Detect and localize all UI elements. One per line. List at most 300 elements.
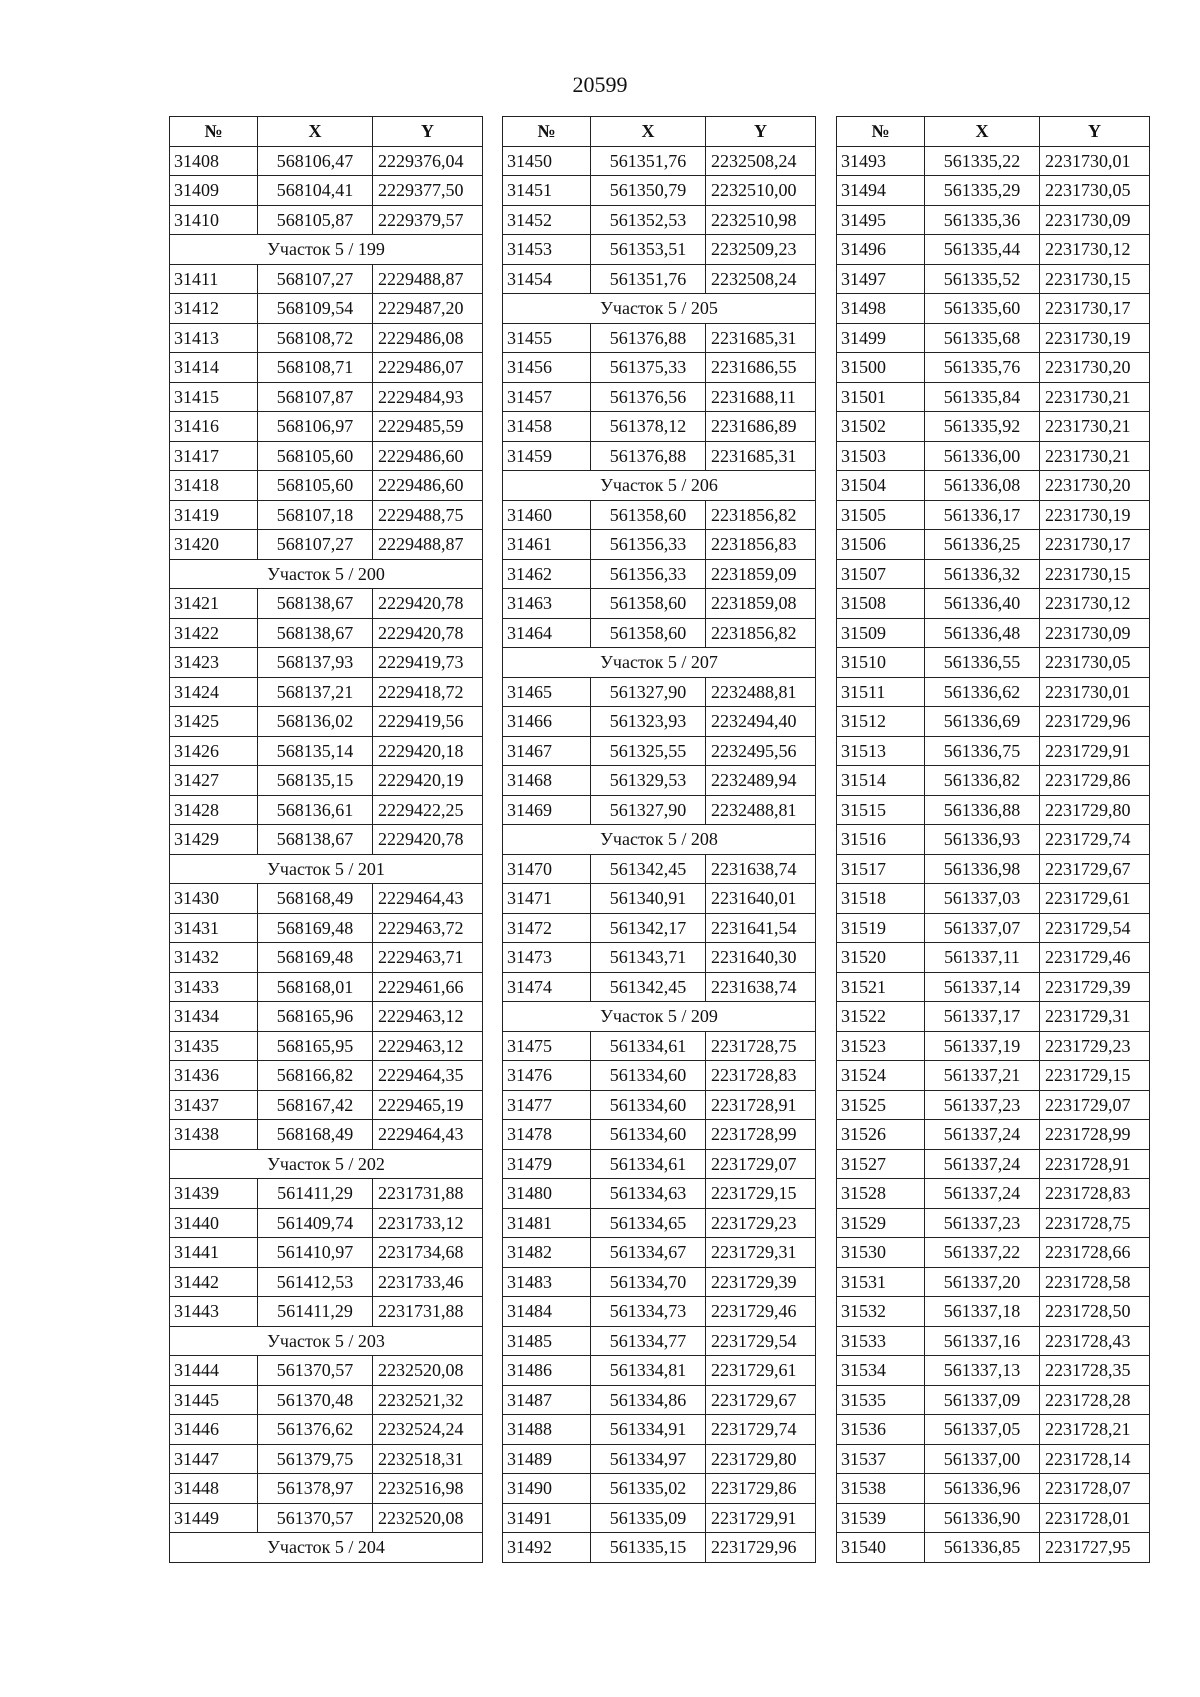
y-coordinate-cell: 2231728,99 — [706, 1120, 816, 1150]
table-header-row — [503, 117, 816, 147]
table-row — [170, 913, 483, 943]
x-coordinate-cell: 561411,29 — [258, 1179, 373, 1209]
y-coordinate-cell: 2229486,60 — [373, 471, 483, 501]
table-row — [503, 884, 816, 914]
y-coordinate-cell: 2231728,75 — [1040, 1208, 1150, 1238]
table-row — [170, 972, 483, 1002]
y-coordinate-cell: 2231729,07 — [706, 1149, 816, 1179]
y-coordinate-cell: 2231638,74 — [706, 854, 816, 884]
point-number-cell: 31473 — [503, 943, 591, 973]
x-coordinate-cell: 568169,48 — [258, 943, 373, 973]
point-number-cell: 31445 — [170, 1385, 258, 1415]
table-row — [170, 1267, 483, 1297]
y-coordinate-cell: 2232510,98 — [706, 205, 816, 235]
y-coordinate-cell: 2229487,20 — [373, 294, 483, 324]
y-coordinate-cell: 2232518,31 — [373, 1444, 483, 1474]
y-coordinate-cell: 2231640,01 — [706, 884, 816, 914]
x-coordinate-cell: 561376,88 — [591, 323, 706, 353]
point-number-cell: 31411 — [170, 264, 258, 294]
table-row — [503, 235, 816, 265]
table-row — [170, 1356, 483, 1386]
point-number-cell: 31441 — [170, 1238, 258, 1268]
y-coordinate-cell: 2231734,68 — [373, 1238, 483, 1268]
table-row — [503, 677, 816, 707]
y-coordinate-cell: 2229420,19 — [373, 766, 483, 796]
y-coordinate-cell: 2229461,66 — [373, 972, 483, 1002]
table-row — [837, 913, 1150, 943]
y-coordinate-cell: 2229420,78 — [373, 618, 483, 648]
point-number-cell: 31504 — [837, 471, 925, 501]
x-coordinate-cell: 561378,12 — [591, 412, 706, 442]
table-row — [170, 1503, 483, 1533]
x-coordinate-cell: 568168,01 — [258, 972, 373, 1002]
x-coordinate-cell: 568109,54 — [258, 294, 373, 324]
x-coordinate-cell: 561376,56 — [591, 382, 706, 412]
table-row — [837, 1385, 1150, 1415]
point-number-cell: 31446 — [170, 1415, 258, 1445]
y-coordinate-cell: 2232520,08 — [373, 1356, 483, 1386]
point-number-cell: 31525 — [837, 1090, 925, 1120]
x-coordinate-cell: 561336,08 — [925, 471, 1040, 501]
table-row — [170, 205, 483, 235]
point-number-cell: 31538 — [837, 1474, 925, 1504]
table-row — [837, 825, 1150, 855]
x-coordinate-cell: 561334,60 — [591, 1090, 706, 1120]
table-row — [170, 884, 483, 914]
point-number-cell: 31453 — [503, 235, 591, 265]
x-coordinate-cell: 561337,07 — [925, 913, 1040, 943]
y-coordinate-cell: 2229419,56 — [373, 707, 483, 737]
point-number-cell: 31409 — [170, 176, 258, 206]
y-coordinate-cell: 2229379,57 — [373, 205, 483, 235]
x-coordinate-cell: 568108,71 — [258, 353, 373, 383]
x-coordinate-cell: 561337,14 — [925, 972, 1040, 1002]
y-coordinate-cell: 2231729,39 — [1040, 972, 1150, 1002]
point-number-cell: 31469 — [503, 795, 591, 825]
header-y: Y — [706, 117, 816, 147]
header-x: X — [591, 117, 706, 147]
point-number-cell: 31489 — [503, 1444, 591, 1474]
x-coordinate-cell: 561336,55 — [925, 648, 1040, 678]
y-coordinate-cell: 2231729,31 — [706, 1238, 816, 1268]
table-row — [503, 1061, 816, 1091]
table-row — [503, 589, 816, 619]
table-row — [503, 1326, 816, 1356]
x-coordinate-cell: 561336,98 — [925, 854, 1040, 884]
table-row — [170, 1090, 483, 1120]
y-coordinate-cell: 2231729,61 — [706, 1356, 816, 1386]
table-row — [170, 707, 483, 737]
y-coordinate-cell: 2229465,19 — [373, 1090, 483, 1120]
y-coordinate-cell: 2231729,07 — [1040, 1090, 1150, 1120]
point-number-cell: 31492 — [503, 1533, 591, 1563]
table-row — [837, 412, 1150, 442]
y-coordinate-cell: 2231729,54 — [706, 1326, 816, 1356]
y-coordinate-cell: 2231730,05 — [1040, 648, 1150, 678]
x-coordinate-cell: 568167,42 — [258, 1090, 373, 1120]
y-coordinate-cell: 2231728,75 — [706, 1031, 816, 1061]
x-coordinate-cell: 561334,81 — [591, 1356, 706, 1386]
y-coordinate-cell: 2231641,54 — [706, 913, 816, 943]
table-row — [837, 264, 1150, 294]
point-number-cell: 31464 — [503, 618, 591, 648]
x-coordinate-cell: 561351,76 — [591, 146, 706, 176]
x-coordinate-cell: 561379,75 — [258, 1444, 373, 1474]
x-coordinate-cell: 568136,02 — [258, 707, 373, 737]
point-number-cell: 31528 — [837, 1179, 925, 1209]
coordinates-table-1 — [169, 116, 483, 1563]
y-coordinate-cell: 2231856,83 — [706, 530, 816, 560]
table-row — [837, 559, 1150, 589]
y-coordinate-cell: 2231731,88 — [373, 1179, 483, 1209]
table-row — [837, 441, 1150, 471]
y-coordinate-cell: 2231729,86 — [706, 1474, 816, 1504]
coordinates-table-2 — [502, 116, 816, 1563]
table-row — [170, 1415, 483, 1445]
table-row — [503, 323, 816, 353]
point-number-cell: 31419 — [170, 500, 258, 530]
x-coordinate-cell: 561342,45 — [591, 854, 706, 884]
point-number-cell: 31502 — [837, 412, 925, 442]
table-row — [837, 795, 1150, 825]
point-number-cell: 31427 — [170, 766, 258, 796]
y-coordinate-cell: 2229420,78 — [373, 589, 483, 619]
point-number-cell: 31529 — [837, 1208, 925, 1238]
page-number: 20599 — [572, 72, 628, 97]
x-coordinate-cell: 561337,20 — [925, 1267, 1040, 1297]
section-label: Участок 5 / 201 — [170, 854, 483, 884]
x-coordinate-cell: 568135,14 — [258, 736, 373, 766]
point-number-cell: 31485 — [503, 1326, 591, 1356]
x-coordinate-cell: 561335,02 — [591, 1474, 706, 1504]
table-row — [837, 1149, 1150, 1179]
y-coordinate-cell: 2231729,91 — [1040, 736, 1150, 766]
x-coordinate-cell: 561411,29 — [258, 1297, 373, 1327]
x-coordinate-cell: 561337,11 — [925, 943, 1040, 973]
point-number-cell: 31494 — [837, 176, 925, 206]
x-coordinate-cell: 561336,96 — [925, 1474, 1040, 1504]
y-coordinate-cell: 2231728,50 — [1040, 1297, 1150, 1327]
table-header-row — [170, 117, 483, 147]
point-number-cell: 31440 — [170, 1208, 258, 1238]
x-coordinate-cell: 561337,13 — [925, 1356, 1040, 1386]
x-coordinate-cell: 561334,70 — [591, 1267, 706, 1297]
point-number-cell: 31408 — [170, 146, 258, 176]
point-number-cell: 31443 — [170, 1297, 258, 1327]
table-row — [837, 530, 1150, 560]
x-coordinate-cell: 561327,90 — [591, 677, 706, 707]
y-coordinate-cell: 2231733,12 — [373, 1208, 483, 1238]
y-coordinate-cell: 2231730,17 — [1040, 294, 1150, 324]
header-no: № — [170, 117, 258, 147]
section-row — [170, 1326, 483, 1356]
point-number-cell: 31490 — [503, 1474, 591, 1504]
section-label: Участок 5 / 202 — [170, 1149, 483, 1179]
x-coordinate-cell: 561334,65 — [591, 1208, 706, 1238]
x-coordinate-cell: 561334,97 — [591, 1444, 706, 1474]
x-coordinate-cell: 561327,90 — [591, 795, 706, 825]
x-coordinate-cell: 561335,76 — [925, 353, 1040, 383]
point-number-cell: 31451 — [503, 176, 591, 206]
table-row — [170, 500, 483, 530]
point-number-cell: 31514 — [837, 766, 925, 796]
table-row — [837, 146, 1150, 176]
x-coordinate-cell: 561335,68 — [925, 323, 1040, 353]
section-row — [170, 235, 483, 265]
table-row — [170, 648, 483, 678]
point-number-cell: 31437 — [170, 1090, 258, 1120]
x-coordinate-cell: 561335,52 — [925, 264, 1040, 294]
x-coordinate-cell: 561342,45 — [591, 972, 706, 1002]
x-coordinate-cell: 568104,41 — [258, 176, 373, 206]
x-coordinate-cell: 568136,61 — [258, 795, 373, 825]
x-coordinate-cell: 568165,96 — [258, 1002, 373, 1032]
x-coordinate-cell: 561376,62 — [258, 1415, 373, 1445]
x-coordinate-cell: 561410,97 — [258, 1238, 373, 1268]
y-coordinate-cell: 2231728,07 — [1040, 1474, 1150, 1504]
point-number-cell: 31518 — [837, 884, 925, 914]
y-coordinate-cell: 2229463,71 — [373, 943, 483, 973]
y-coordinate-cell: 2231730,15 — [1040, 559, 1150, 589]
table-row — [503, 500, 816, 530]
x-coordinate-cell: 561335,84 — [925, 382, 1040, 412]
point-number-cell: 31515 — [837, 795, 925, 825]
y-coordinate-cell: 2231730,12 — [1040, 589, 1150, 619]
table-row — [170, 471, 483, 501]
table-row — [837, 1415, 1150, 1445]
table-row — [837, 1326, 1150, 1356]
y-coordinate-cell: 2231729,80 — [1040, 795, 1150, 825]
point-number-cell: 31484 — [503, 1297, 591, 1327]
point-number-cell: 31537 — [837, 1444, 925, 1474]
table-row — [503, 736, 816, 766]
y-coordinate-cell: 2231730,01 — [1040, 677, 1150, 707]
y-coordinate-cell: 2231730,01 — [1040, 146, 1150, 176]
x-coordinate-cell: 561336,85 — [925, 1533, 1040, 1563]
table-row — [503, 205, 816, 235]
point-number-cell: 31454 — [503, 264, 591, 294]
table-row — [837, 500, 1150, 530]
point-number-cell: 31471 — [503, 884, 591, 914]
x-coordinate-cell: 568106,47 — [258, 146, 373, 176]
table-row — [503, 766, 816, 796]
y-coordinate-cell: 2229464,35 — [373, 1061, 483, 1091]
point-number-cell: 31442 — [170, 1267, 258, 1297]
point-number-cell: 31459 — [503, 441, 591, 471]
x-coordinate-cell: 561335,36 — [925, 205, 1040, 235]
x-coordinate-cell: 561337,03 — [925, 884, 1040, 914]
point-number-cell: 31505 — [837, 500, 925, 530]
point-number-cell: 31520 — [837, 943, 925, 973]
table-row — [503, 412, 816, 442]
y-coordinate-cell: 2229419,73 — [373, 648, 483, 678]
point-number-cell: 31486 — [503, 1356, 591, 1386]
table-row — [503, 1120, 816, 1150]
x-coordinate-cell: 561336,32 — [925, 559, 1040, 589]
y-coordinate-cell: 2231728,83 — [706, 1061, 816, 1091]
table-row — [837, 707, 1150, 737]
point-number-cell: 31478 — [503, 1120, 591, 1150]
table-row — [837, 1120, 1150, 1150]
x-coordinate-cell: 561337,22 — [925, 1238, 1040, 1268]
x-coordinate-cell: 561351,76 — [591, 264, 706, 294]
y-coordinate-cell: 2231729,67 — [706, 1385, 816, 1415]
point-number-cell: 31424 — [170, 677, 258, 707]
table-row — [837, 1267, 1150, 1297]
point-number-cell: 31508 — [837, 589, 925, 619]
y-coordinate-cell: 2229464,43 — [373, 884, 483, 914]
x-coordinate-cell: 561340,91 — [591, 884, 706, 914]
table-row — [170, 1031, 483, 1061]
y-coordinate-cell: 2231728,58 — [1040, 1267, 1150, 1297]
table-row — [170, 176, 483, 206]
point-number-cell: 31526 — [837, 1120, 925, 1150]
y-coordinate-cell: 2232508,24 — [706, 264, 816, 294]
table-row — [837, 353, 1150, 383]
table-row — [837, 382, 1150, 412]
x-coordinate-cell: 561336,88 — [925, 795, 1040, 825]
table-row — [503, 1031, 816, 1061]
x-coordinate-cell: 561335,22 — [925, 146, 1040, 176]
point-number-cell: 31487 — [503, 1385, 591, 1415]
y-coordinate-cell: 2231730,15 — [1040, 264, 1150, 294]
y-coordinate-cell: 2229488,87 — [373, 264, 483, 294]
point-number-cell: 31425 — [170, 707, 258, 737]
y-coordinate-cell: 2229420,78 — [373, 825, 483, 855]
y-coordinate-cell: 2231729,67 — [1040, 854, 1150, 884]
x-coordinate-cell: 561334,61 — [591, 1031, 706, 1061]
table-row — [170, 441, 483, 471]
y-coordinate-cell: 2229463,12 — [373, 1002, 483, 1032]
point-number-cell: 31481 — [503, 1208, 591, 1238]
table-row — [837, 294, 1150, 324]
x-coordinate-cell: 568137,21 — [258, 677, 373, 707]
section-label: Участок 5 / 206 — [503, 471, 816, 501]
table-row — [170, 736, 483, 766]
table-row — [503, 1415, 816, 1445]
x-coordinate-cell: 568169,48 — [258, 913, 373, 943]
point-number-cell: 31456 — [503, 353, 591, 383]
y-coordinate-cell: 2231729,39 — [706, 1267, 816, 1297]
y-coordinate-cell: 2231728,35 — [1040, 1356, 1150, 1386]
x-coordinate-cell: 561370,57 — [258, 1503, 373, 1533]
x-coordinate-cell: 561334,67 — [591, 1238, 706, 1268]
header-y: Y — [373, 117, 483, 147]
point-number-cell: 31503 — [837, 441, 925, 471]
section-row — [170, 854, 483, 884]
point-number-cell: 31435 — [170, 1031, 258, 1061]
point-number-cell: 31415 — [170, 382, 258, 412]
y-coordinate-cell: 2231729,96 — [706, 1533, 816, 1563]
point-number-cell: 31439 — [170, 1179, 258, 1209]
x-coordinate-cell: 561335,44 — [925, 235, 1040, 265]
point-number-cell: 31450 — [503, 146, 591, 176]
point-number-cell: 31531 — [837, 1267, 925, 1297]
table-row — [503, 913, 816, 943]
x-coordinate-cell: 568105,60 — [258, 441, 373, 471]
x-coordinate-cell: 568166,82 — [258, 1061, 373, 1091]
x-coordinate-cell: 561356,33 — [591, 559, 706, 589]
table-row — [837, 677, 1150, 707]
table-row — [170, 1385, 483, 1415]
section-label: Участок 5 / 199 — [170, 235, 483, 265]
x-coordinate-cell: 561352,53 — [591, 205, 706, 235]
x-coordinate-cell: 561334,63 — [591, 1179, 706, 1209]
point-number-cell: 31465 — [503, 677, 591, 707]
section-row — [170, 559, 483, 589]
x-coordinate-cell: 561375,33 — [591, 353, 706, 383]
table-row — [503, 1474, 816, 1504]
y-coordinate-cell: 2231729,31 — [1040, 1002, 1150, 1032]
x-coordinate-cell: 561358,60 — [591, 618, 706, 648]
point-number-cell: 31416 — [170, 412, 258, 442]
header-x: X — [925, 117, 1040, 147]
table-row — [837, 972, 1150, 1002]
x-coordinate-cell: 561337,24 — [925, 1179, 1040, 1209]
point-number-cell: 31457 — [503, 382, 591, 412]
y-coordinate-cell: 2231729,86 — [1040, 766, 1150, 796]
table-row — [837, 884, 1150, 914]
point-number-cell: 31533 — [837, 1326, 925, 1356]
table-row — [170, 1474, 483, 1504]
x-coordinate-cell: 561329,53 — [591, 766, 706, 796]
point-number-cell: 31507 — [837, 559, 925, 589]
x-coordinate-cell: 568105,87 — [258, 205, 373, 235]
y-coordinate-cell: 2231638,74 — [706, 972, 816, 1002]
point-number-cell: 31499 — [837, 323, 925, 353]
table-row — [837, 1061, 1150, 1091]
point-number-cell: 31463 — [503, 589, 591, 619]
point-number-cell: 31539 — [837, 1503, 925, 1533]
table-row — [503, 707, 816, 737]
table-row — [170, 353, 483, 383]
point-number-cell: 31432 — [170, 943, 258, 973]
y-coordinate-cell: 2229376,04 — [373, 146, 483, 176]
section-row — [503, 825, 816, 855]
y-coordinate-cell: 2231730,17 — [1040, 530, 1150, 560]
y-coordinate-cell: 2232495,56 — [706, 736, 816, 766]
point-number-cell: 31523 — [837, 1031, 925, 1061]
table-row — [837, 176, 1150, 206]
table-row — [837, 1297, 1150, 1327]
table-row — [503, 530, 816, 560]
x-coordinate-cell: 561334,73 — [591, 1297, 706, 1327]
table-header-row — [837, 117, 1150, 147]
table-row — [503, 1297, 816, 1327]
header-no: № — [837, 117, 925, 147]
point-number-cell: 31431 — [170, 913, 258, 943]
y-coordinate-cell: 2231859,08 — [706, 589, 816, 619]
point-number-cell: 31438 — [170, 1120, 258, 1150]
table-row — [170, 618, 483, 648]
header-no: № — [503, 117, 591, 147]
table-row — [837, 943, 1150, 973]
point-number-cell: 31535 — [837, 1385, 925, 1415]
x-coordinate-cell: 561336,17 — [925, 500, 1040, 530]
y-coordinate-cell: 2229377,50 — [373, 176, 483, 206]
table-row — [837, 323, 1150, 353]
y-coordinate-cell: 2229418,72 — [373, 677, 483, 707]
x-coordinate-cell: 561337,05 — [925, 1415, 1040, 1445]
point-number-cell: 31510 — [837, 648, 925, 678]
y-coordinate-cell: 2231729,61 — [1040, 884, 1150, 914]
point-number-cell: 31417 — [170, 441, 258, 471]
table-row — [503, 943, 816, 973]
x-coordinate-cell: 561335,92 — [925, 412, 1040, 442]
point-number-cell: 31449 — [170, 1503, 258, 1533]
y-coordinate-cell: 2229422,25 — [373, 795, 483, 825]
x-coordinate-cell: 561336,75 — [925, 736, 1040, 766]
